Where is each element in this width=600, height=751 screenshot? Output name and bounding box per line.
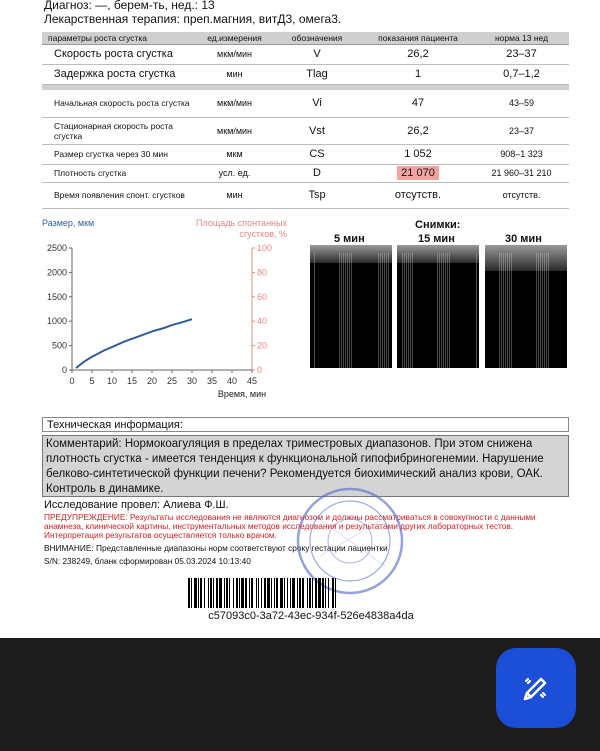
snapshot-streak	[445, 253, 446, 368]
snapshot-streak	[386, 253, 387, 368]
table-row: Время появления спонт. сгустков мин Tsp отсутств. отсутств.	[42, 182, 569, 208]
table-row: Задержка роста сгустка мин Tlag 1 0,7–1,2	[42, 64, 569, 84]
comment-box: Комментарий: Нормокоагуляция в пределах триместровых диапазонов. При этом снижена плотность сгустка - имеется тенденция к функциональной гипофибриногенемии. Нарушение белково-синтетической функции печени? Рекомендуется биохимический анализ крови, ОАК. Контроль в динамике.	[42, 435, 569, 497]
barcode-bar	[315, 578, 317, 608]
snapshot-streak	[408, 253, 409, 368]
snapshot-streak	[351, 253, 352, 368]
barcode-bar	[318, 578, 321, 608]
snapshot-streak	[449, 253, 450, 368]
table-row: Плотность сгустка усл. ед. D 21 070 21 960–31 210	[42, 164, 569, 182]
snapshot-streak	[509, 253, 510, 368]
y-tick-label: 2000	[46, 267, 67, 278]
snapshot-image-30min	[485, 245, 567, 368]
snapshot-streak	[441, 253, 442, 368]
snapshot-streak	[536, 253, 537, 368]
snapshot-streak	[499, 253, 500, 368]
tech-info: Техническая информация:	[42, 417, 569, 432]
barcode-bar	[256, 578, 257, 608]
series-line-size	[76, 319, 192, 368]
barcode-bar	[307, 578, 308, 608]
snapshot-label-30: 30 мин	[505, 233, 542, 245]
snapshot-streak	[439, 253, 440, 368]
snapshot-streak	[349, 253, 350, 368]
barcode-bar	[322, 578, 324, 608]
snapshot-streak	[406, 253, 407, 368]
barcode-text: c57093c0-3a72-43ec-934f-526e4838a4da	[208, 610, 414, 622]
snapshot-streak	[542, 253, 543, 368]
y2-tick-label: 40	[257, 316, 268, 327]
y-tick-label: 1500	[46, 291, 67, 302]
barcode-bar	[299, 578, 301, 608]
snapshot-streak	[378, 253, 379, 368]
barcode-bar	[226, 578, 228, 608]
barcode-bar	[241, 578, 244, 608]
snapshot-streak	[507, 253, 508, 368]
barcode-bar	[200, 578, 202, 608]
barcode-bar	[290, 578, 291, 608]
col-value: показания пациента	[362, 32, 474, 44]
barcode-bar	[325, 578, 326, 608]
snapshot-streak	[388, 253, 389, 368]
y2-tick-label: 0	[257, 365, 263, 375]
y2-tick-label: 80	[257, 267, 268, 278]
table-row: Начальная скорость роста сгустка мкм/мин Vi 47 43–59	[42, 90, 569, 117]
barcode-bar	[213, 578, 214, 608]
barcode-bar	[335, 578, 336, 608]
y-tick-label: 0	[61, 365, 67, 375]
barcode-bar	[219, 578, 222, 608]
y2-tick-label: 20	[257, 340, 268, 351]
barcode-bar	[258, 578, 259, 608]
snapshot-streak	[511, 253, 512, 368]
barcode-bar	[204, 578, 205, 608]
barcode-bar	[216, 578, 218, 608]
snapshot-streak	[380, 253, 381, 368]
barcode-bar	[210, 578, 212, 608]
table-row: Размер сгустка через 30 мин мкм CS 1 052 908–1 323	[42, 144, 569, 164]
x-tick-label: 5	[89, 376, 95, 386]
snapshot-streak	[544, 253, 545, 368]
x-tick-label: 20	[146, 376, 158, 386]
col-norm: норма 13 нед	[474, 32, 569, 44]
x-tick-label: 10	[106, 376, 118, 386]
y-tick-label: 1000	[46, 316, 67, 327]
x-tick-label: 35	[206, 376, 218, 386]
barcode-bar	[280, 578, 283, 608]
params-table	[42, 32, 569, 209]
snapshot-streak	[501, 253, 502, 368]
barcode-bar	[239, 578, 240, 608]
snapshot-streak	[476, 253, 477, 368]
x-tick-label: 25	[166, 376, 178, 386]
snapshot-image-5min	[310, 245, 392, 368]
snapshot-streak	[339, 253, 340, 368]
barcode-bar	[208, 578, 209, 608]
barcode-bar	[302, 578, 304, 608]
y-axis-title: Размер, мкм	[42, 218, 95, 228]
snapshot-streak	[443, 253, 444, 368]
snapshot-streak	[546, 253, 547, 368]
barcode-bar	[328, 578, 329, 608]
col-param: параметры роста сгустка	[42, 32, 197, 44]
barcode-bar	[233, 578, 234, 608]
x-tick-label: 45	[246, 376, 258, 386]
col-symbol: обозначения	[272, 32, 362, 44]
x-tick-label: 40	[226, 376, 238, 386]
snapshot-streak	[341, 253, 342, 368]
barcode-bar	[249, 578, 250, 608]
barcode-bar	[309, 578, 311, 608]
barcode-bar	[188, 578, 190, 608]
therapy-line: Лекарственная терапия: преп.магния, витД3, омега3.	[44, 12, 342, 26]
y2-tick-label: 60	[257, 291, 268, 302]
barcode-bar	[276, 578, 278, 608]
snapshot-streak	[538, 253, 539, 368]
snapshot-streak	[412, 253, 413, 368]
y2-tick-label: 100	[257, 243, 273, 253]
snapshot-streak	[437, 253, 438, 368]
warning-text: ПРЕДУПРЕЖДЕНИЕ: Результаты исследования не являются диагнозом и должны рассматриваться в совокупности с данными анамнеза, клинической картины, инструментальных методов исследования и результатами других лабораторных тестов. Интерпретация результатов осуществляется только врачом.	[44, 512, 536, 540]
out-of-range-value: 21 070	[397, 166, 439, 180]
snapshot-streak	[404, 253, 405, 368]
snapshot-streak	[384, 253, 385, 368]
barcode-bar	[271, 578, 272, 608]
barcode-bar	[229, 578, 230, 608]
snapshot-label-15: 15 мин	[418, 233, 455, 245]
snapshot-streak	[345, 253, 346, 368]
snapshot-streak	[505, 253, 506, 368]
barcode-bar	[292, 578, 295, 608]
snapshot-image-15min	[397, 245, 479, 368]
col-unit: ед.измерения	[197, 32, 272, 44]
clot-growth-chart	[40, 214, 300, 404]
table-header-row	[42, 32, 569, 44]
barcode-bar	[224, 578, 225, 608]
snapshot-streak	[540, 253, 541, 368]
snapshot-streak	[314, 253, 315, 368]
barcode-bar	[332, 578, 334, 608]
table-row: Стационарная скорость роста сгустка мкм/мин Vst 26,2 23–37	[42, 117, 569, 144]
snapshot-streak	[503, 253, 504, 368]
performed-by: Исследование провел: Алиева Ф.Ш.	[44, 499, 229, 511]
serial-number: S/N: 238249, бланк сформирован 05.03.2024 10:13:40	[44, 556, 251, 566]
snapshot-streak	[410, 253, 411, 368]
barcode	[188, 578, 434, 608]
barcode-bar	[274, 578, 275, 608]
barcode-bar	[264, 578, 266, 608]
x-tick-label: 0	[69, 376, 75, 386]
barcode-bar	[236, 578, 238, 608]
snapshot-streak	[347, 253, 348, 368]
y-tick-label: 500	[51, 340, 67, 351]
snapshot-streak	[447, 253, 448, 368]
snapshot-label-5: 5 мин	[334, 233, 365, 245]
diagnosis-line: Диагноз: —, берем-ть, нед.: 13	[44, 0, 215, 12]
snapshot-streak	[402, 253, 403, 368]
table-row: Скорость роста сгустка мкм/мин V 26,2 23–37	[42, 44, 569, 64]
y2-axis-title-2: сгустков, %	[239, 229, 287, 239]
snapshot-streak	[343, 253, 344, 368]
barcode-bar	[312, 578, 313, 608]
edit-fab-button[interactable]	[496, 648, 576, 728]
barcode-bar	[191, 578, 192, 608]
x-tick-label: 30	[186, 376, 198, 386]
barcode-bar	[267, 578, 270, 608]
barcode-bar	[297, 578, 298, 608]
barcode-bar	[287, 578, 288, 608]
x-axis-title: Время, мин	[217, 389, 267, 399]
snapshot-streak	[548, 253, 549, 368]
pen-sparkle-icon	[519, 671, 553, 705]
y2-axis-title-1: Площадь спонтанных	[196, 218, 287, 228]
barcode-bar	[194, 578, 197, 608]
barcode-bar	[251, 578, 253, 608]
barcode-bar	[284, 578, 285, 608]
x-tick-label: 15	[126, 376, 138, 386]
barcode-bar	[261, 578, 262, 608]
y-tick-label: 2500	[46, 243, 67, 253]
snapshot-streak	[382, 253, 383, 368]
barcode-bar	[198, 578, 199, 608]
barcode-bar	[245, 578, 247, 608]
snapshots-title: Снимки:	[415, 219, 461, 231]
attention-note: ВНИМАНИЕ: Представленные диапазоны норм соответствуют сроку гестации пациентки	[44, 543, 388, 553]
